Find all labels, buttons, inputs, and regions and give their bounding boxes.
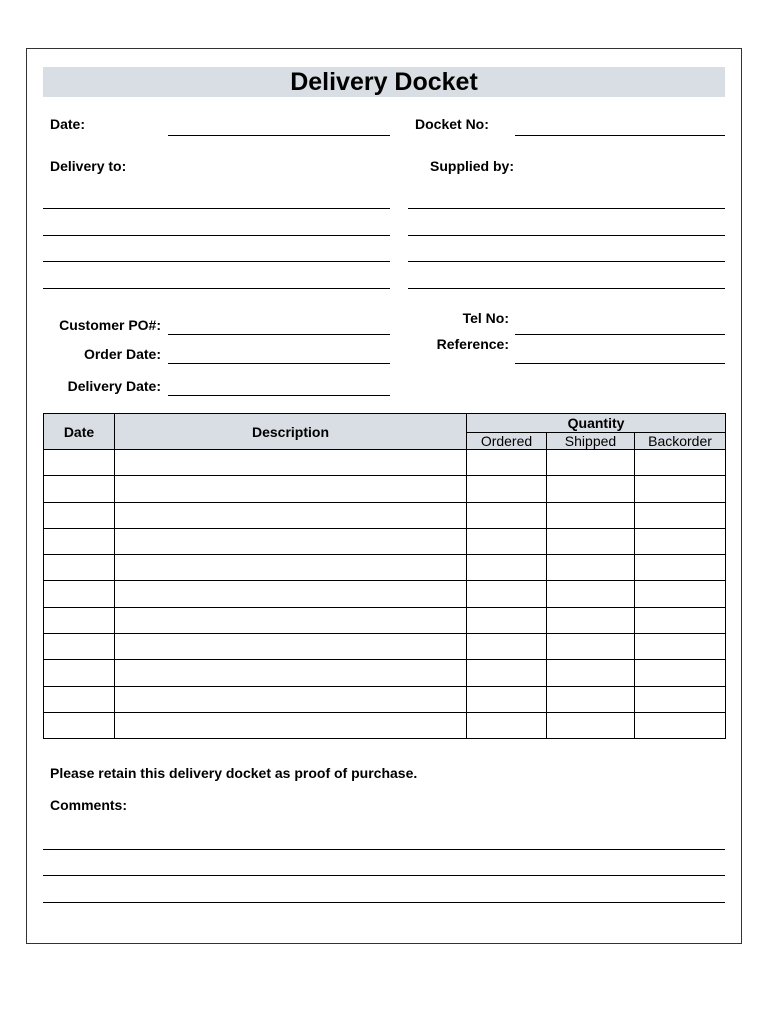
ordered-cell[interactable] <box>467 476 547 502</box>
date-label: Date: <box>50 116 86 132</box>
date-cell[interactable] <box>44 607 115 633</box>
backorder-cell[interactable] <box>635 555 726 581</box>
shipped-cell[interactable] <box>547 528 635 554</box>
date-cell[interactable] <box>44 712 115 738</box>
ordered-column-header: Ordered <box>467 433 547 450</box>
shipped-cell[interactable] <box>547 555 635 581</box>
ordered-cell[interactable] <box>467 528 547 554</box>
shipped-cell[interactable] <box>547 660 635 686</box>
quantity-column-header: Quantity <box>467 414 726 433</box>
customer-po-field[interactable] <box>168 334 390 335</box>
backorder-cell[interactable] <box>635 660 726 686</box>
items-table <box>43 413 726 739</box>
date-field[interactable] <box>168 135 390 136</box>
delivery-to-line[interactable] <box>43 208 390 209</box>
description-cell[interactable] <box>115 634 467 660</box>
delivery-to-line[interactable] <box>43 235 390 236</box>
date-cell[interactable] <box>44 476 115 502</box>
backorder-cell[interactable] <box>635 528 726 554</box>
comments-line[interactable] <box>43 849 725 850</box>
date-cell[interactable] <box>44 528 115 554</box>
description-cell[interactable] <box>115 581 467 607</box>
table-row <box>44 634 726 660</box>
description-cell[interactable] <box>115 555 467 581</box>
table-row <box>44 555 726 581</box>
reference-label: Reference: <box>436 336 509 352</box>
backorder-cell[interactable] <box>635 712 726 738</box>
description-cell[interactable] <box>115 686 467 712</box>
description-cell[interactable] <box>115 450 467 476</box>
description-cell[interactable] <box>115 607 467 633</box>
description-cell[interactable] <box>115 502 467 528</box>
reference-field[interactable] <box>515 363 725 364</box>
date-column-header: Date <box>44 414 115 450</box>
shipped-cell[interactable] <box>547 450 635 476</box>
comments-line[interactable] <box>43 902 725 903</box>
description-cell[interactable] <box>115 660 467 686</box>
supplied-by-line[interactable] <box>408 288 725 289</box>
tel-no-label: Tel No: <box>462 310 509 326</box>
description-cell[interactable] <box>115 476 467 502</box>
table-row <box>44 450 726 476</box>
supplied-by-line[interactable] <box>408 208 725 209</box>
shipped-cell[interactable] <box>547 712 635 738</box>
date-cell[interactable] <box>44 450 115 476</box>
table-row <box>44 581 726 607</box>
table-row <box>44 686 726 712</box>
table-row <box>44 712 726 738</box>
delivery-date-label: Delivery Date: <box>67 378 161 394</box>
customer-po-label: Customer PO#: <box>59 317 161 333</box>
table-row <box>44 502 726 528</box>
ordered-cell[interactable] <box>467 712 547 738</box>
date-cell[interactable] <box>44 634 115 660</box>
ordered-cell[interactable] <box>467 660 547 686</box>
docket-no-field[interactable] <box>515 135 725 136</box>
backorder-cell[interactable] <box>635 502 726 528</box>
shipped-cell[interactable] <box>547 634 635 660</box>
supplied-by-label: Supplied by: <box>430 158 514 174</box>
delivery-to-line[interactable] <box>43 261 390 262</box>
ordered-cell[interactable] <box>467 607 547 633</box>
supplied-by-line[interactable] <box>408 261 725 262</box>
shipped-column-header: Shipped <box>547 433 635 450</box>
date-cell[interactable] <box>44 686 115 712</box>
backorder-column-header: Backorder <box>635 433 726 450</box>
delivery-date-field[interactable] <box>168 395 390 396</box>
description-column-header: Description <box>115 414 467 450</box>
delivery-to-line[interactable] <box>43 288 390 289</box>
table-row <box>44 528 726 554</box>
backorder-cell[interactable] <box>635 607 726 633</box>
backorder-cell[interactable] <box>635 476 726 502</box>
shipped-cell[interactable] <box>547 686 635 712</box>
date-cell[interactable] <box>44 660 115 686</box>
proof-of-purchase-note: Please retain this delivery docket as proof of purchase. <box>50 765 418 781</box>
supplied-by-line[interactable] <box>408 235 725 236</box>
ordered-cell[interactable] <box>467 450 547 476</box>
ordered-cell[interactable] <box>467 634 547 660</box>
date-cell[interactable] <box>44 581 115 607</box>
docket-no-label: Docket No: <box>415 116 489 132</box>
order-date-label: Order Date: <box>83 346 161 362</box>
page-title: Delivery Docket <box>290 68 478 96</box>
shipped-cell[interactable] <box>547 476 635 502</box>
ordered-cell[interactable] <box>467 581 547 607</box>
delivery-to-label: Delivery to: <box>50 158 127 174</box>
backorder-cell[interactable] <box>635 450 726 476</box>
shipped-cell[interactable] <box>547 502 635 528</box>
description-cell[interactable] <box>115 528 467 554</box>
tel-no-field[interactable] <box>515 334 725 335</box>
table-row <box>44 607 726 633</box>
order-date-field[interactable] <box>168 363 390 364</box>
shipped-cell[interactable] <box>547 581 635 607</box>
ordered-cell[interactable] <box>467 686 547 712</box>
backorder-cell[interactable] <box>635 634 726 660</box>
backorder-cell[interactable] <box>635 581 726 607</box>
ordered-cell[interactable] <box>467 502 547 528</box>
description-cell[interactable] <box>115 712 467 738</box>
table-row <box>44 476 726 502</box>
date-cell[interactable] <box>44 555 115 581</box>
shipped-cell[interactable] <box>547 607 635 633</box>
table-row <box>44 660 726 686</box>
ordered-cell[interactable] <box>467 555 547 581</box>
comments-label: Comments: <box>50 797 128 813</box>
date-cell[interactable] <box>44 502 115 528</box>
comments-line[interactable] <box>43 875 725 876</box>
backorder-cell[interactable] <box>635 686 726 712</box>
